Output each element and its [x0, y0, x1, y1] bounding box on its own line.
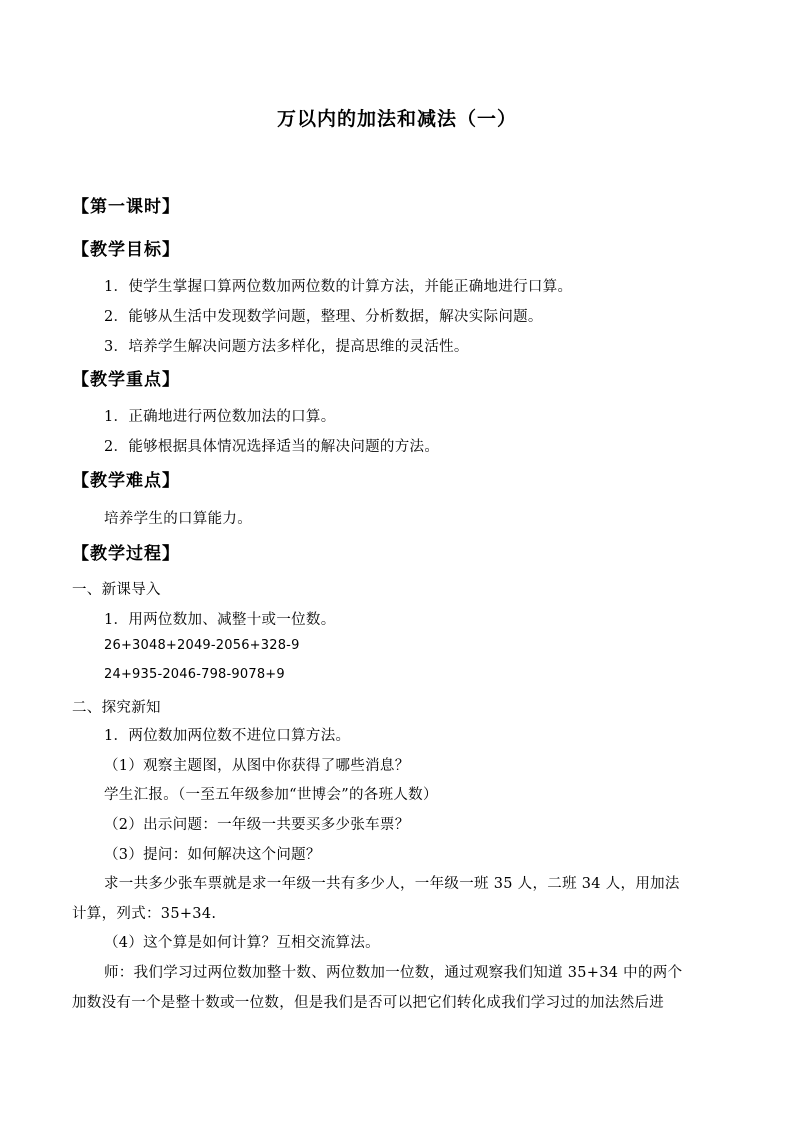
- process-heading: 【教学过程】: [72, 544, 180, 564]
- part2-item: 1．两位数加两位数不进位口算方法。: [104, 728, 351, 744]
- question-2: （2）出示问题：一年级一共要买多少张车票？: [104, 817, 410, 833]
- goal-item-1: 1．使学生掌握口算两位数加两位数的计算方法，并能正确地进行口算。: [104, 279, 573, 295]
- calc-line-1: 26+3048+2049-2056+328-9: [104, 638, 300, 653]
- goals-heading: 【教学目标】: [72, 240, 180, 260]
- difficulties-heading: 【教学难点】: [72, 471, 180, 491]
- key-points-heading: 【教学重点】: [72, 370, 180, 390]
- student-report: 学生汇报。（一至五年级参加“世博会”的各班人数）: [104, 787, 438, 803]
- paragraph-1-line-2: 计算，列式：35+34.: [72, 906, 217, 922]
- document-title: 万以内的加法和减法（一）: [276, 108, 517, 130]
- question-3: （3）提问：如何解决这个问题？: [104, 847, 321, 863]
- key-point-item-1: 1．正确地进行两位数加法的口算。: [104, 409, 336, 425]
- goal-item-3: 3．培养学生解决问题方法多样化，提高思维的灵活性。: [104, 339, 469, 355]
- part2-title: 二、探究新知: [72, 700, 161, 716]
- calc-line-2: 24+935-2046-798-9078+9: [104, 667, 285, 682]
- part1-title: 一、新课导入: [72, 582, 161, 598]
- paragraph-1-line-1: 求一共多少张车票就是求一年级一共有多少人，一年级一班 35 人，二班 34 人，用加法: [104, 876, 680, 892]
- lesson-heading: 【第一课时】: [72, 197, 180, 217]
- key-point-item-2: 2．能够根据具体情况选择适当的解决问题的方法。: [104, 439, 440, 455]
- question-1: （1）观察主题图，从图中你获得了哪些消息？: [104, 758, 410, 774]
- paragraph-2-line-1: 师：我们学习过两位数加整十数、两位数加一位数，通过观察我们知道 35+34 中的两个: [104, 965, 683, 981]
- difficulties-text: 培养学生的口算能力。: [104, 511, 252, 527]
- paragraph-2-line-2: 加数没有一个是整十数或一位数，但是我们是否可以把它们转化成我们学习过的加法然后进: [72, 995, 664, 1011]
- goal-item-2: 2．能够从生活中发现数学问题，整理、分析数据，解决实际问题。: [104, 309, 543, 325]
- part1-item: 1．用两位数加、减整十或一位数。: [104, 612, 336, 628]
- question-4: （4）这个算是如何计算？互相交流算法。: [104, 935, 380, 951]
